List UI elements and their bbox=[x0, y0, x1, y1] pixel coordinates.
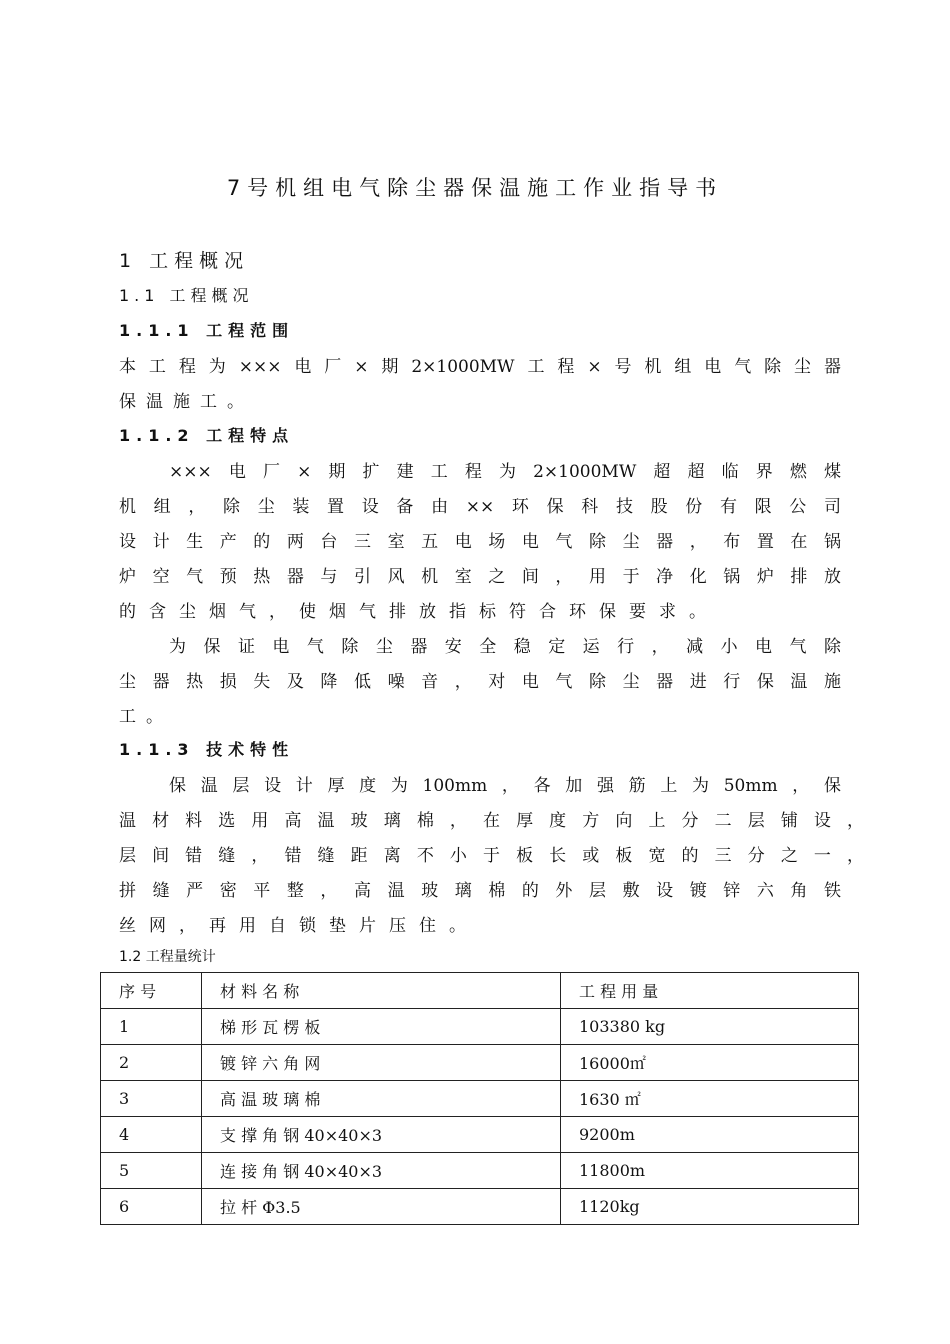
document-title: 7号机组电气除尘器保温施工作业指导书 bbox=[226, 176, 724, 200]
cell-index: 4 bbox=[101, 1117, 202, 1153]
table-row bbox=[101, 1081, 859, 1117]
heading-1-1-2: 1.1.2 工程特点 bbox=[119, 426, 295, 445]
cell-material: 梯 形 瓦 楞 板 bbox=[202, 1009, 561, 1045]
paragraph-tech-line-1: 保温层设计厚度为100mm，各加强筋上为50mm，保 bbox=[169, 776, 841, 796]
cell-index: 3 bbox=[101, 1081, 202, 1117]
paragraph-tech-line-4: 拼缝严密平整，高温玻璃棉的外层敷设镀锌六角铁 bbox=[119, 881, 841, 901]
cell-quantity: 11800m bbox=[561, 1153, 859, 1189]
cell-material: 拉 杆 Φ3.5 bbox=[202, 1189, 561, 1225]
paragraph-scope-line-1: 本工程为×××电厂×期2×1000MW工程×号机组电气除尘器 bbox=[119, 357, 841, 377]
cell-quantity: 103380 kg bbox=[561, 1009, 859, 1045]
table-row bbox=[101, 1189, 859, 1225]
paragraph-features-line-3: 设计生产的两台三室五电场电气除尘器，布置在锅 bbox=[119, 532, 841, 552]
heading-1: 1 工程概况 bbox=[119, 250, 250, 272]
table-row bbox=[101, 1117, 859, 1153]
table-header-row bbox=[101, 973, 859, 1009]
heading-1-1-1: 1.1.1 工程范围 bbox=[119, 321, 295, 340]
header-index: 序 号 bbox=[101, 973, 202, 1009]
paragraph-features-line-4: 炉空气预热器与引风机室之间，用于净化锅炉排放 bbox=[119, 567, 841, 587]
paragraph-tech-line-2: 温材料选用高温玻璃棉，在厚度方向上分二层铺设， bbox=[119, 811, 864, 831]
paragraph-tech-line-5: 丝网，再用自锁垫片压住。 bbox=[119, 916, 479, 936]
cell-material: 镀 锌 六 角 网 bbox=[202, 1045, 561, 1081]
paragraph-features-line-5: 的含尘烟气，使烟气排放指标符合环保要求。 bbox=[119, 602, 719, 622]
paragraph-scope-line-2: 保温施工。 bbox=[119, 392, 254, 412]
table-row bbox=[101, 1009, 859, 1045]
cell-index: 5 bbox=[101, 1153, 202, 1189]
cell-index: 1 bbox=[101, 1009, 202, 1045]
cell-material: 连 接 角 钢 40×40×3 bbox=[202, 1153, 561, 1189]
cell-quantity: 1630 ㎡ bbox=[561, 1081, 859, 1117]
paragraph-purpose-line-3: 工。 bbox=[119, 707, 173, 727]
quantity-table bbox=[100, 972, 859, 1225]
cell-material: 支 撑 角 钢 40×40×3 bbox=[202, 1117, 561, 1153]
header-quantity: 工 程 用 量 bbox=[561, 973, 859, 1009]
cell-quantity: 9200m bbox=[561, 1117, 859, 1153]
cell-quantity: 16000㎡ bbox=[561, 1045, 859, 1081]
header-material: 材 料 名 称 bbox=[202, 973, 561, 1009]
cell-material: 高 温 玻 璃 棉 bbox=[202, 1081, 561, 1117]
paragraph-tech-line-3: 层间错缝，错缝距离不小于板长或板宽的三分之一， bbox=[119, 846, 864, 866]
cell-index: 2 bbox=[101, 1045, 202, 1081]
table-row bbox=[101, 1045, 859, 1081]
heading-1-1-3: 1.1.3 技术特性 bbox=[119, 740, 295, 759]
table-row bbox=[101, 1153, 859, 1189]
paragraph-purpose-line-1: 为保证电气除尘器安全稳定运行，减小电气除 bbox=[169, 637, 841, 657]
cell-quantity: 1120kg bbox=[561, 1189, 859, 1225]
cell-index: 6 bbox=[101, 1189, 202, 1225]
paragraph-features-line-2: 机组，除尘装置设备由××环保科技股份有限公司 bbox=[119, 497, 841, 517]
paragraph-purpose-line-2: 尘器热损失及降低噪音，对电气除尘器进行保温施 bbox=[119, 672, 841, 692]
section-1-2-heading: 1.2 工程量统计 bbox=[119, 949, 216, 965]
heading-1-1: 1.1 工程概况 bbox=[119, 286, 254, 305]
paragraph-features-line-1: ×××电厂×期扩建工程为2×1000MW超超临界燃煤 bbox=[169, 462, 841, 482]
